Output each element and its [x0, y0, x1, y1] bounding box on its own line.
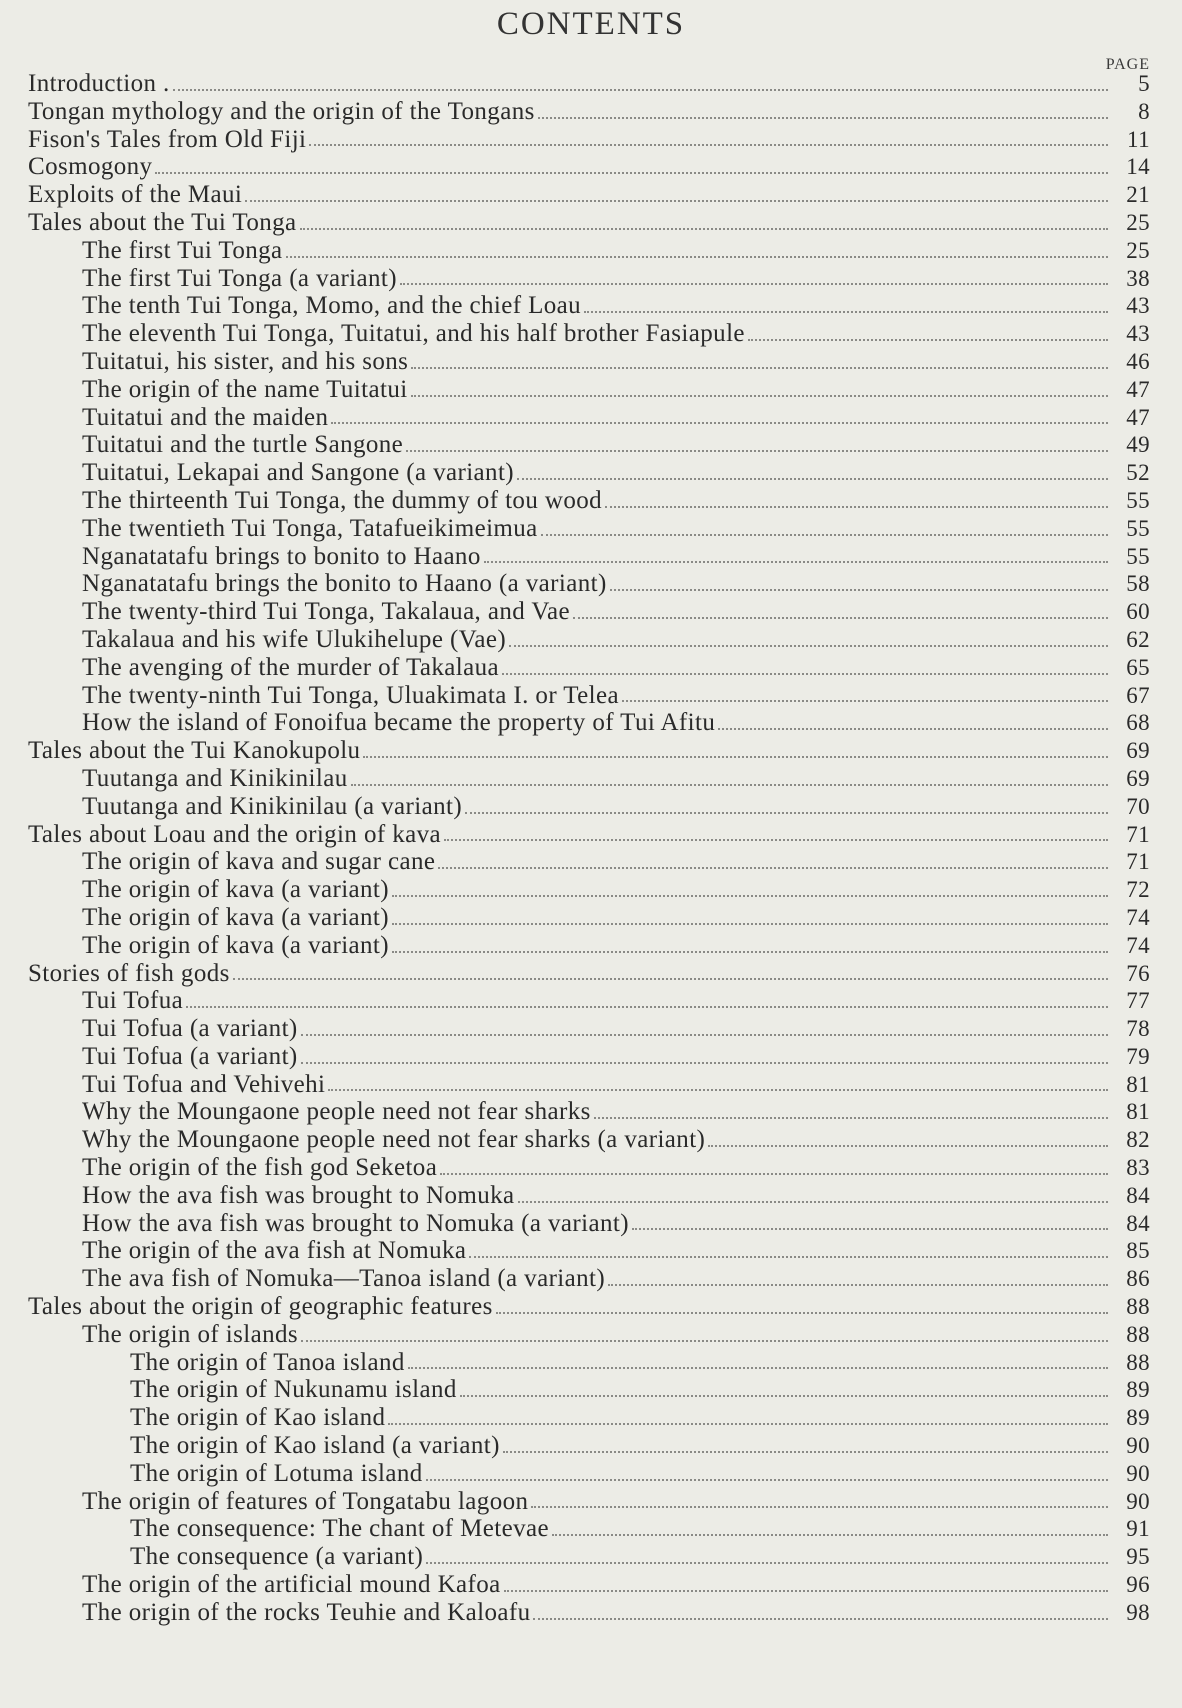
toc-entry-page-number: 47 — [1126, 404, 1150, 430]
toc-entry — [28, 376, 1150, 404]
toc-entry-page-number: 62 — [1126, 626, 1150, 652]
dot-leader — [504, 1589, 1108, 1592]
dot-leader — [708, 1144, 1108, 1147]
toc-entry-page-number: 43 — [1126, 293, 1150, 319]
dot-leader — [392, 950, 1108, 953]
dot-leader — [392, 922, 1108, 925]
dot-leader — [541, 533, 1108, 536]
toc-entry-page-number: 67 — [1126, 682, 1150, 708]
toc-entry-title: Tales about Loau and the origin of kava — [28, 820, 442, 848]
toc-entry-title: Tui Tofua (a variant) — [82, 1015, 298, 1043]
dot-leader — [155, 171, 1108, 174]
toc-entry — [28, 765, 1150, 793]
toc-entry — [28, 570, 1150, 598]
toc-entry — [28, 1543, 1150, 1571]
toc-entry — [28, 598, 1150, 626]
toc-entry — [28, 1154, 1150, 1182]
toc-entry-page-number: 89 — [1126, 1377, 1150, 1403]
toc-entry-title: The origin of features of Tongatabu lagoon — [82, 1487, 529, 1515]
toc-entry-title: The twenty-ninth Tui Tonga, Uluakimata I. or Telea — [82, 681, 620, 709]
page-column-header: PAGE — [1105, 56, 1150, 73]
dot-leader — [300, 227, 1108, 230]
toc-entry — [28, 626, 1150, 654]
dot-leader — [408, 1366, 1108, 1369]
toc-entry — [28, 1349, 1150, 1377]
toc-entry-title: Tui Tofua (a variant) — [82, 1042, 298, 1070]
dot-leader — [573, 616, 1108, 619]
toc-entry — [28, 1043, 1150, 1071]
toc-entry-title: Nganatatafu brings to bonito to Haano — [82, 542, 481, 570]
toc-entry-title: How the ava fish was brought to Nomuka — [82, 1181, 515, 1209]
toc-entry-title: Exploits of the Maui — [28, 181, 243, 209]
toc-entry — [28, 209, 1150, 237]
toc-entry-page-number: 69 — [1126, 765, 1150, 791]
dot-leader — [392, 894, 1108, 897]
toc-entry — [28, 181, 1150, 209]
toc-entry-title: Tongan mythology and the origin of the Tongans — [28, 97, 535, 125]
toc-entry-title: Tuitatui, Lekapai and Sangone (a variant) — [82, 459, 515, 487]
dot-leader — [286, 255, 1108, 258]
dot-leader — [538, 116, 1108, 119]
toc-entry — [28, 1210, 1150, 1238]
toc-entry — [28, 1460, 1150, 1488]
toc-entry-title: The thirteenth Tui Tonga, the dummy of tou wood — [82, 486, 603, 514]
dot-leader — [718, 727, 1108, 730]
toc-entry-page-number: 79 — [1126, 1043, 1150, 1069]
toc-entry-title: The origin of the ava fish at Nomuka — [82, 1237, 467, 1265]
toc-entry-page-number: 11 — [1127, 126, 1150, 152]
toc-entry-title: The ava fish of Nomuka—Tanoa island (a variant) — [82, 1265, 606, 1293]
toc-entry-title: Tuutanga and Kinikinilau — [82, 764, 348, 792]
dot-leader — [518, 1200, 1109, 1203]
toc-entry — [28, 265, 1150, 293]
toc-entry — [28, 153, 1150, 181]
toc-entry-page-number: 95 — [1126, 1544, 1150, 1570]
toc-entry — [28, 1515, 1150, 1543]
toc-entry — [28, 709, 1150, 737]
toc-entry-page-number: 84 — [1126, 1182, 1150, 1208]
toc-entry-title: The origin of the rocks Teuhie and Kaloafu — [82, 1598, 531, 1626]
toc-entry-page-number: 52 — [1126, 460, 1150, 486]
toc-entry-title: The eleventh Tui Tonga, Tuitatui, and his half brother Fasiapule — [82, 320, 745, 348]
toc-entry-page-number: 98 — [1126, 1599, 1150, 1625]
toc-entry — [28, 1488, 1150, 1516]
toc-entry-title: The consequence (a variant) — [130, 1543, 424, 1571]
toc-entry-title: Introduction . — [28, 70, 170, 97]
dot-leader — [496, 1311, 1108, 1314]
toc-entry-title: Tales about the Tui Kanokupolu — [28, 737, 361, 765]
toc-entry — [28, 1432, 1150, 1460]
dot-leader — [388, 1422, 1108, 1425]
toc-entry-page-number: 78 — [1126, 1016, 1150, 1042]
dot-leader — [186, 1005, 1108, 1008]
toc-entry-page-number: 83 — [1126, 1155, 1150, 1181]
toc-entry-page-number: 85 — [1126, 1238, 1150, 1264]
toc-entry-title: The origin of Nukunamu island — [130, 1376, 457, 1404]
toc-entry-page-number: 74 — [1126, 904, 1150, 930]
toc-entry-page-number: 90 — [1126, 1460, 1150, 1486]
dot-leader — [748, 338, 1108, 341]
toc-entry-page-number: 76 — [1126, 960, 1150, 986]
dot-leader — [503, 1450, 1108, 1453]
toc-entry-page-number: 55 — [1126, 543, 1150, 569]
toc-entry-title: Nganatatafu brings the bonito to Haano (a variant) — [82, 570, 607, 598]
toc-entry-page-number: 88 — [1126, 1321, 1150, 1347]
toc-entry-page-number: 84 — [1126, 1210, 1150, 1236]
toc-entry-page-number: 68 — [1126, 710, 1150, 736]
toc-entry — [28, 932, 1150, 960]
toc-entry-page-number: 21 — [1126, 182, 1150, 208]
dot-leader — [632, 1227, 1108, 1230]
toc-entry-page-number: 38 — [1126, 265, 1150, 291]
toc-entry — [28, 1182, 1150, 1210]
toc-entry-title: Tuitatui and the turtle Sangone — [82, 431, 404, 459]
toc-entry-title: Fison's Tales from Old Fiji — [28, 125, 307, 153]
toc-entry — [28, 848, 1150, 876]
toc-entry-title: The origin of kava (a variant) — [82, 903, 390, 931]
toc-entry-page-number: 81 — [1126, 1071, 1150, 1097]
toc-entry-page-number: 49 — [1126, 432, 1150, 458]
toc-entry-title: The origin of Kao island (a variant) — [130, 1432, 500, 1460]
toc-entry-title: Tuitatui, his sister, and his sons — [82, 347, 409, 375]
toc-entry-page-number: 69 — [1126, 738, 1150, 764]
dot-leader — [426, 1478, 1108, 1481]
toc-entry — [28, 1376, 1150, 1404]
toc-entry — [28, 1321, 1150, 1349]
dot-leader — [328, 1088, 1108, 1091]
dot-leader — [594, 1116, 1108, 1119]
toc-entry-page-number: 43 — [1126, 321, 1150, 347]
toc-entry-title: The consequence: The chant of Metevae — [130, 1515, 550, 1543]
toc-entry — [28, 1237, 1150, 1265]
dot-leader — [363, 755, 1108, 758]
dot-leader — [484, 560, 1108, 563]
toc-entry-title: The first Tui Tonga (a variant) — [82, 264, 397, 292]
dot-leader — [301, 1339, 1108, 1342]
toc-entry — [28, 292, 1150, 320]
toc-entry — [28, 1098, 1150, 1126]
dot-leader — [309, 143, 1108, 146]
toc-entry-title: The tenth Tui Tonga, Momo, and the chief Loau — [82, 292, 582, 320]
toc-entry-title: How the island of Fonoifua became the property of Tui Afitu — [82, 709, 716, 737]
toc-entry-page-number: 96 — [1126, 1572, 1150, 1598]
toc-entry — [28, 654, 1150, 682]
toc-entry — [28, 404, 1150, 432]
dot-leader — [351, 783, 1108, 786]
dot-leader — [608, 1283, 1108, 1286]
dot-leader — [610, 588, 1108, 591]
toc-entry-page-number: 82 — [1126, 1127, 1150, 1153]
toc-entry-page-number: 70 — [1126, 793, 1150, 819]
toc-entry-page-number: 77 — [1126, 988, 1150, 1014]
dot-leader — [465, 811, 1108, 814]
dot-leader — [460, 1394, 1108, 1397]
toc-entry-page-number: 74 — [1126, 932, 1150, 958]
toc-entry-page-number: 8 — [1138, 98, 1150, 124]
toc-entry-title: The origin of the fish god Seketoa — [82, 1154, 438, 1182]
toc-entry — [28, 876, 1150, 904]
toc-entry — [28, 987, 1150, 1015]
toc-entry-page-number: 90 — [1126, 1488, 1150, 1514]
toc-entry-title: Tuitatui and the maiden — [82, 403, 329, 431]
dot-leader — [469, 1255, 1108, 1258]
dot-leader — [438, 866, 1108, 869]
toc-entry — [28, 515, 1150, 543]
toc-entry-title: How the ava fish was brought to Nomuka (a variant) — [82, 1209, 629, 1237]
toc-entry — [28, 1571, 1150, 1599]
toc-entry-title: The origin of Lotuma island — [130, 1459, 423, 1487]
toc-entry-title: The origin of islands — [82, 1320, 299, 1348]
toc-entry — [28, 1015, 1150, 1043]
toc-entry-page-number: 60 — [1126, 599, 1150, 625]
toc-entry-page-number: 71 — [1126, 821, 1150, 847]
toc-entry — [28, 431, 1150, 459]
toc-entry-title: The origin of Tanoa island — [130, 1348, 405, 1376]
toc-entry-title: The avenging of the murder of Takalaua — [82, 653, 499, 681]
toc-entry — [28, 904, 1150, 932]
toc-entry-page-number: 46 — [1126, 348, 1150, 374]
toc-entry-title: The origin of the name Tuitatui — [82, 375, 408, 403]
toc-entry — [28, 960, 1150, 988]
toc-entry-page-number: 14 — [1126, 154, 1150, 180]
toc-entry-title: The twenty-third Tui Tonga, Takalaua, and Vae — [82, 598, 571, 626]
dot-leader — [406, 449, 1108, 452]
toc-entry-title: The origin of kava (a variant) — [82, 931, 390, 959]
toc-entry-page-number: 58 — [1126, 571, 1150, 597]
page-title: CONTENTS — [496, 6, 686, 42]
dot-leader — [440, 1172, 1108, 1175]
toc-entry — [28, 348, 1150, 376]
toc-entry-page-number: 89 — [1126, 1405, 1150, 1431]
toc-entry — [28, 320, 1150, 348]
toc-entry-title: The twentieth Tui Tonga, Tatafueikimeimua — [82, 514, 538, 542]
toc-entry-page-number: 5 — [1138, 71, 1150, 96]
toc-entry-title: Takalaua and his wife Ulukihelupe (Vae) — [82, 625, 507, 653]
dot-leader — [622, 699, 1108, 702]
toc-entry-title: Tui Tofua and Vehivehi — [82, 1070, 326, 1098]
toc-entry — [28, 1404, 1150, 1432]
toc-entry — [28, 1071, 1150, 1099]
dot-leader — [605, 505, 1108, 508]
toc-entry-page-number: 90 — [1126, 1433, 1150, 1459]
dot-leader — [173, 88, 1108, 91]
toc-entry-page-number: 55 — [1126, 487, 1150, 513]
toc-entry-page-number: 47 — [1126, 376, 1150, 402]
dot-leader — [233, 977, 1108, 980]
dot-leader — [301, 1033, 1108, 1036]
toc-entry — [28, 98, 1150, 126]
dot-leader — [502, 672, 1108, 675]
toc-entry-title: Tales about the origin of geographic features — [28, 1293, 493, 1321]
dot-leader — [509, 644, 1108, 647]
dot-leader — [301, 1061, 1108, 1064]
toc-entry-title: Why the Moungaone people need not fear sharks — [82, 1098, 591, 1126]
toc-entry-title: The first Tui Tonga — [82, 236, 283, 264]
toc-entry-title: The origin of kava (a variant) — [82, 876, 390, 904]
dot-leader — [331, 421, 1108, 424]
toc-entry-page-number: 55 — [1126, 515, 1150, 541]
toc-entry-title: The origin of Kao island — [130, 1404, 386, 1432]
toc-entry — [28, 487, 1150, 515]
toc-entry-page-number: 25 — [1126, 209, 1150, 235]
toc-entry-page-number: 91 — [1126, 1516, 1150, 1542]
toc-entry-page-number: 86 — [1126, 1266, 1150, 1292]
toc-entry-title: Cosmogony — [28, 153, 153, 181]
toc-entry — [28, 737, 1150, 765]
toc-entry-title: Tales about the Tui Tonga — [28, 208, 297, 236]
toc-entry-title: Tui Tofua — [82, 987, 184, 1015]
toc-entry — [28, 793, 1150, 821]
toc-entry — [28, 459, 1150, 487]
toc-entry — [28, 126, 1150, 154]
dot-leader — [426, 1561, 1108, 1564]
toc-entry — [28, 543, 1150, 571]
toc-entry-title: Tuutanga and Kinikinilau (a variant) — [82, 792, 463, 820]
toc-entry-title: The origin of kava and sugar cane — [82, 848, 436, 876]
toc-entry-title: The origin of the artificial mound Kafoa — [82, 1571, 501, 1599]
toc-entry-page-number: 65 — [1126, 654, 1150, 680]
toc-entry-title: Stories of fish gods — [28, 959, 230, 987]
toc-entry-title: Why the Moungaone people need not fear sharks (a variant) — [82, 1126, 706, 1154]
dot-leader — [411, 394, 1108, 397]
dot-leader — [552, 1533, 1108, 1536]
dot-leader — [533, 1617, 1108, 1620]
toc-entry — [28, 237, 1150, 265]
toc-entry — [28, 1265, 1150, 1293]
dot-leader — [531, 1505, 1108, 1508]
toc-entry-page-number: 71 — [1126, 849, 1150, 875]
dot-leader — [444, 838, 1108, 841]
toc-entry — [28, 1599, 1150, 1627]
toc-entry — [28, 821, 1150, 849]
toc-entry-page-number: 72 — [1126, 877, 1150, 903]
toc-entry — [28, 70, 1150, 98]
dot-leader — [517, 477, 1108, 480]
dot-leader — [245, 199, 1108, 202]
toc-entry — [28, 682, 1150, 710]
toc-entry-page-number: 25 — [1126, 237, 1150, 263]
toc-entry-page-number: 88 — [1126, 1294, 1150, 1320]
dot-leader — [400, 282, 1108, 285]
toc-entry — [28, 1126, 1150, 1154]
table-of-contents — [28, 70, 1150, 1627]
dot-leader — [584, 310, 1108, 313]
dot-leader — [411, 366, 1108, 369]
toc-entry — [28, 1293, 1150, 1321]
toc-entry-page-number: 81 — [1126, 1099, 1150, 1125]
toc-entry-page-number: 88 — [1126, 1349, 1150, 1375]
